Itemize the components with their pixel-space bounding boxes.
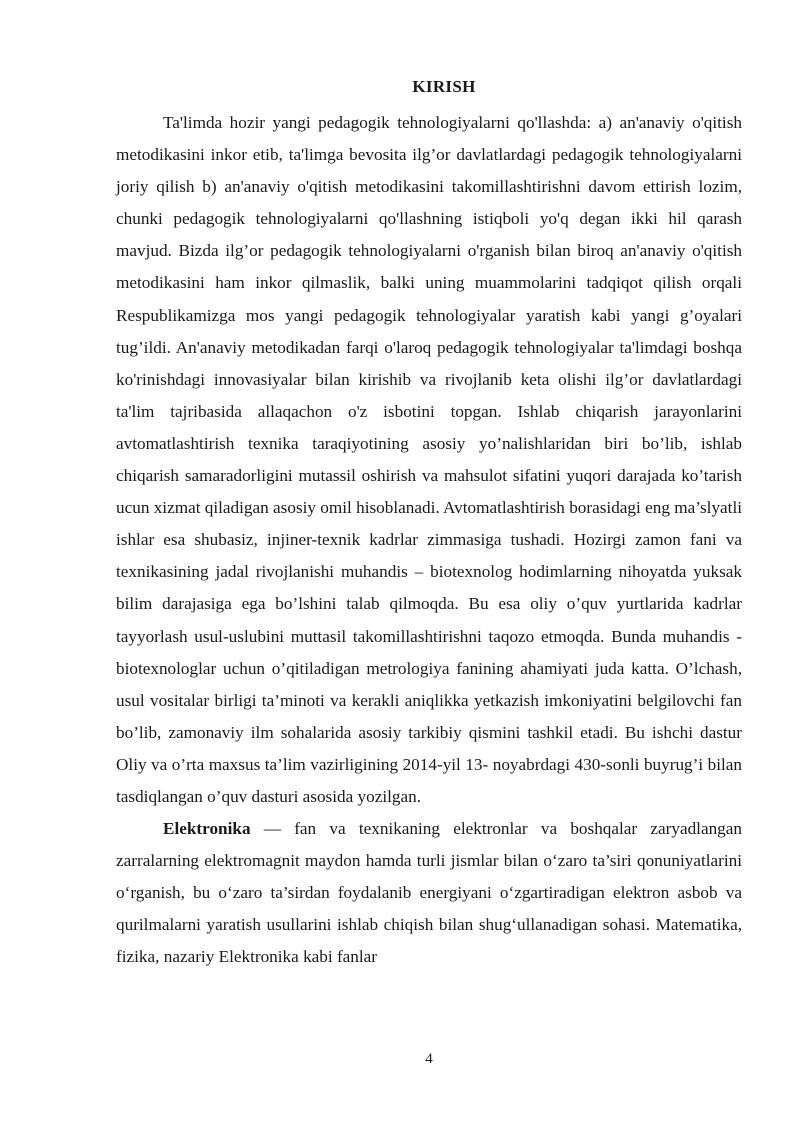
paragraph-electronics-text: — fan va texnikaning elektronlar va boshqalar zaryadlangan zarralarning elektromagnit maydon hamda turli jismlar bilan o‘zaro ta’siri qonuniyatlarini o‘rganish, bu o‘zaro ta’sirdan foydalanib energiyani o‘zgartiradigan elektron asbob va qurilmalarni yaratish usullarini ishlab chiqish bilan shug‘ullanadigan sohasi. Matematika, fizika, nazariy Elektronika kabi fanlar (116, 819, 742, 967)
paragraph-introduction: Ta'limda hozir yangi pedagogik tehnologiyalarni qo'llashda: a) an'anaviy o'qitish metodikasini inkor etib, ta'limga bevosita ilg’or davlatlardagi pedagogik tehnologiyalarni joriy qilish b) an'anaviy o'qitish metodikasini takomillashtirishni davom ettirish lozim, chunki pedagogik tehnologiyalarni qo'llashning istiqboli yo'q degan ikki hil qarash mavjud. Bizda ilg’or pedagogik tehnologiyalarni o'rganish bilan biroq an'anaviy o'qitish metodikasini ham inkor qilmaslik, balki uning muammolarini tadqiqot qilish orqali Respublikamizga mos yangi pedagogik tehnologiyalar yaratish kabi yangi g’oyalari tug’ildi. An'anaviy metodikadan farqi o'laroq pedagogik tehnologiyalar ta'limdagi boshqa ko'rinishdagi innovasiyalar bilan kirishib va rivojlanib keta olishi ilg’or davlatlardagi ta'lim tajribasida allaqachon o'z isbotini topgan. Ishlab chiqarish jarayonlarini avtomatlashtirish texnika taraqiyotining asosiy yo’nalishlaridan biri bo’lib, ishlab chiqarish samaradorligini mutassil oshirish va mahsulot sifatini yuqori darajada ko’tarish ucun xizmat qiladigan asosiy omil hisoblanadi. Avtomatlashtirish borasidagi eng ma’slyatli ishlar esa shubasiz, injiner-texnik kadrlar zimmasiga tushadi. Hozirgi zamon fani va texnikasining jadal rivojlanishi muhandis – biotexnolog hodimlarning nihoyatda yuksak bilim darajasiga ega bo’lshini talab qilmoqda. Bu esa oliy o’quv yurtlarida kadrlar tayyorlash usul-uslubini muttasil takomillashtirishni taqozo etmoqda. Bunda muhandis - biotexnologlar uchun o’qitiladigan metrologiya fanining ahamiyati juda katta. O’lchash, usul vositalar birligi ta’minoti va kerakli aniqlikka yetkazish imkoniyatini belgilovchi fan bo’lib, zamonaviy ilm sohalarida asosiy tarkibiy qismini tashkil etadi. Bu ishchi dastur Oliy va o’rta maxsus ta’lim vazirligining 2014-yil 13- noyabrdagi 430-sonli buyrug’i bilan tasdiqlangan o’quv dasturi asosida yozilgan. (116, 113, 742, 806)
page-number: 4 (425, 1051, 433, 1067)
document-body (116, 107, 742, 974)
paragraph-electronics (116, 813, 742, 973)
term-electronics: Elektronika (163, 819, 251, 839)
page-title: KIRISH (412, 77, 476, 96)
